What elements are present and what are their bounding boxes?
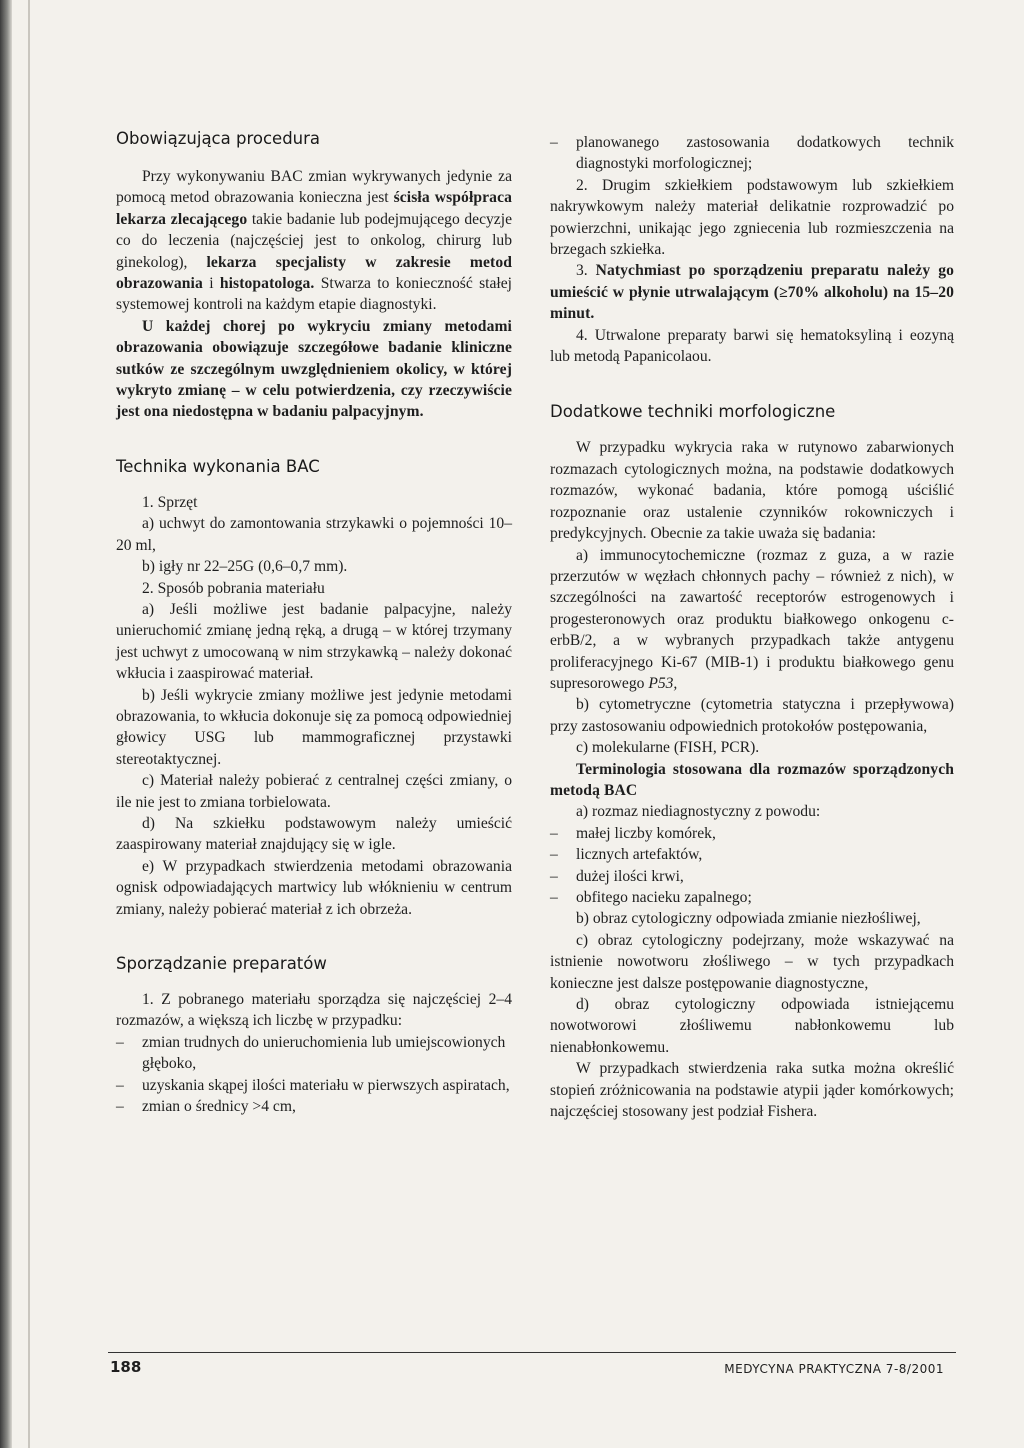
item-equipment: 1. Sprzęt — [142, 493, 198, 511]
heading-procedure: Obowiązująca procedura — [116, 129, 321, 148]
heading-additional-techniques: Dodatkowe techniki morfologiczne — [550, 402, 836, 422]
item-sampling: 2. Sposób pobrania materiału — [142, 579, 325, 597]
page-binding-edge — [0, 0, 12, 1448]
dash-item-few-cells: – małej liczby komórek, — [550, 824, 716, 842]
paragraph-additional-intro: W przypadku wykrycia raka w rutynowo zabarwionych rozmazach cytologicznych można, na podstawie dodatkowych rozmazów, wykonać badania, które pomogą uściślić rozpoznanie oraz ustalenie czynników rokowniczych i predykcyjnych. Obecnie za takie uważa się badania: — [550, 439, 954, 543]
item-cytometry: b) cytometryczne (cytometria statyczna i przepływowa) przy zastosowaniu odpowiednich protokołów postępowania, — [550, 696, 954, 735]
dash-item-scant: – uzyskania skąpej ilości materiału w pierwszych aspiratach, — [116, 1076, 510, 1094]
dash-item-inflammation: – obfitego nacieku zapalnego; — [550, 889, 752, 906]
item-smears: 1. Z pobranego materiału sporządza się najczęściej 2–4 rozmazów, a większą ich liczbę w przypadku: — [116, 991, 512, 1030]
dash-item-artifacts: – licznych artefaktów, — [550, 846, 703, 864]
item-second-slide: 2. Drugim szkiełkiem podstawowym lub szkiełkiem nakrywkowym należy materiał delikatnie rozprowadzić po powierzchni, unikając jego zgniecenia lub rozmieszczenia na brzegach szkiełka. — [550, 176, 954, 259]
dash-item-blood: – dużej ilości krwi, — [550, 867, 684, 885]
item-sampling-a: a) Jeśli możliwe jest badanie palpacyjne, należy unieruchomić zmianę jedną ręką, a drugą – w której trzymany jest uchwyt z umocowaną w nim strzykawką – należy dokonać wkłucia i zaaspirować materiał. — [116, 600, 512, 683]
dash-item-deep: – zmian trudnych do unieruchomienia lub umiejscowionych głęboko, — [116, 1033, 506, 1073]
item-benign: b) obraz cytologiczny odpowiada zmianie niezłośliwej, — [576, 910, 921, 928]
item-malignant: d) obraz cytologiczny odpowiada istniejącemu nowotworowi złośliwemu nabłonkowemu lub nienabłonkowemu. — [550, 996, 954, 1056]
paragraph-fisher: W przypadkach stwierdzenia raka sutka można określić stopień zróżnicowania na podstawie atypii jąder komórkowych; najczęściej stosowany jest podział Fishera. — [550, 1060, 954, 1121]
item-sampling-d: d) Na szkiełku podstawowym należy umieścić zaaspirowany materiał znajdujący się w igle. — [116, 814, 512, 854]
journal-name: MEDYCYNA PRAKTYCZNA 7-8/2001 — [724, 1362, 944, 1376]
dash-item-additional-techniques: – planowanego zastosowania dodatkowych technik diagnostyki morfologicznej; — [550, 134, 954, 173]
item-equipment-b: b) igły nr 22–25G (0,6–0,7 mm). — [142, 558, 348, 576]
binding-shadow-line — [28, 0, 30, 1448]
item-staining: 4. Utrwalone preparaty barwi się hematoksyliną i eozyną lub metodą Papanicolaou. — [550, 326, 954, 366]
item-nondiagnostic: a) rozmaz niediagnostyczny z powodu: — [576, 803, 821, 821]
dash-item-diameter: – zmian o średnicy >4 cm, — [116, 1098, 296, 1116]
heading-terminology: Terminologia stosowana dla rozmazów sporządzonych metodą BAC — [550, 760, 954, 799]
heading-technique: Technika wykonania BAC — [116, 456, 320, 476]
item-suspicious: c) obraz cytologiczny podejrzany, może wskazywać na istnienie nowotworu złośliwego – w tych przypadkach konieczne jest dalsze postępowanie diagnostyczne, — [550, 931, 954, 992]
item-sampling-b: b) Jeśli wykrycie zmiany możliwe jest jedynie metodami obrazowania, to wkłucia dokonuje się za pomocą odpowiedniej głowicy USG lub mammograficznej przystawki stereotaktycznej. — [116, 686, 512, 768]
item-sampling-c: c) Materiał należy pobierać z centralnej części zmiany, o ile nie jest to zmiana torbielowata. — [116, 772, 512, 811]
heading-preparations: Sporządzanie preparatów — [116, 954, 327, 973]
right-column — [550, 132, 954, 1122]
paragraph-clinical-exam: U każdej chorej po wykryciu zmiany metodami obrazowania obowiązuje szczegółowe badanie kliniczne sutków ze szczególnym uwzględnieniem okolicy, w której wykryto zmianę – w celu potwierdzenia, czy rzeczywiście jest ona niedostępna w badaniu palpacyjnym. — [116, 317, 512, 421]
item-equipment-a: a) uchwyt do zamontowania strzykawki o pojemności 10–20 ml, — [116, 515, 512, 554]
item-sampling-e: e) W przypadkach stwierdzenia metodami obrazowania ognisk odpowiadających martwicy lub włóknieniu w centrum zmiany, należy pobierać materiał z ich obrzeża. — [116, 857, 512, 918]
item-fixation: 3. Natychmiast po sporządzeniu preparatu należy go umieścić w płynie utrwalającym (≥70% alkoholu) na 15–20 minut. — [550, 262, 955, 323]
footer-rule — [108, 1352, 956, 1353]
item-immunocytochemistry: a) immunocytochemiczne (rozmaz z guza, a w razie przerzutów w węzłach chłonnych pachy – również z nich), w szczególności na zawartość receptorów estrogenowych i progesteronowych oraz produktu białkowego onkogenu c-erbB/2, a w wybranych przypadkach także antygenu proliferacyjnego Ki-67 (MIB-1) i produktu białkowego genu supresorowego P53, — [550, 546, 954, 692]
left-column — [116, 128, 512, 1117]
paragraph-cooperation: Przy wykonywaniu BAC zmian wykrywanych jedynie za pomocą metod obrazowania konieczna jest ścisła współpraca lekarza zlecającego takie badanie lub podejmującego decyzje co do leczenia (najczęściej jest to onkolog, chirurg lub ginekolog), lekarza specjalisty w zakresie metod obrazowania i histopatologa. Stwarza to konieczność stałej systemowej kontroli na każdym etapie diagnostyki. — [116, 168, 512, 314]
item-molecular: c) molekularne (FISH, PCR). — [576, 739, 760, 757]
page-number: 188 — [110, 1358, 142, 1376]
